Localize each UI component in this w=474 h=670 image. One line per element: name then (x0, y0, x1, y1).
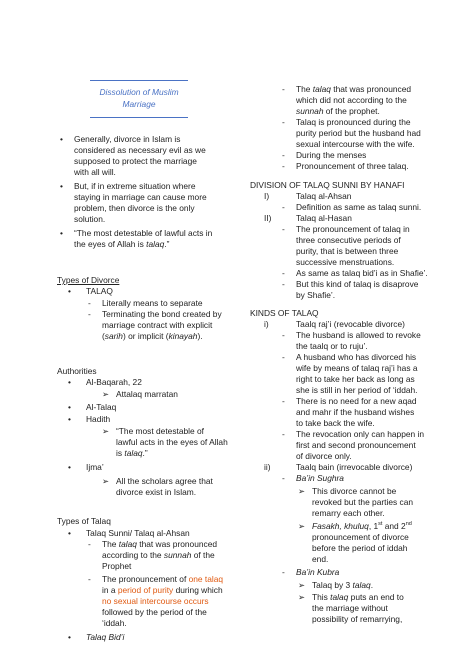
sunni-label: Talaq Sunni/ Talaq al-Ahsan (86, 528, 190, 538)
talaq-item-2-line-1: Terminating the bond created by (102, 309, 222, 319)
dash-icon: - (282, 396, 285, 406)
fasakh-line-1: Fasakh, khuluq, 1st and 2nd (312, 521, 412, 531)
kinds-i-label: Taalq raj’i (revocable divorce) (296, 319, 405, 329)
kubra-b-line-3: possibility of remarrying, (312, 614, 403, 624)
kubra-b-line-2: the marriage without (312, 603, 388, 613)
hanafi-ii-a-line-3: purity, that is between three (296, 246, 399, 256)
sunni-b-line-5: ‘iddah. (102, 618, 127, 628)
intro-2-line-1: But, if in extreme situation where (74, 181, 196, 191)
auth-attalaq: Attalaq marratan (116, 389, 178, 399)
bidi-c: During the menses (296, 150, 367, 160)
kubra-b-line-1: This talaq puts an end to (312, 592, 404, 602)
dash-icon: - (282, 330, 285, 340)
hadith-quote-line-3: is talaq.” (116, 448, 148, 458)
talaq-item-2-line-3: (sarih) or implicit (kinayah). (102, 331, 203, 341)
arrow-icon: ➢ (298, 521, 306, 531)
kinds-ii-numeral: ii) (264, 462, 271, 472)
title-line-2: Marriage (122, 99, 156, 109)
bidi-b-line-1: Talaq is pronounced during the (296, 117, 411, 127)
fasakh-line-2: pronouncement of divorce (312, 532, 409, 542)
sunni-b-line-1: The pronouncement of one talaq (102, 574, 224, 584)
authorities-heading: Authorities (57, 366, 97, 376)
dash-icon: - (88, 309, 91, 319)
kinds-i-d-line-2: first and second pronouncement (296, 440, 416, 450)
intro-2-line-2: staying in marriage can cause more (74, 192, 207, 202)
intro-2-line-4: solution. (74, 214, 106, 224)
bidi-a-line-1: The talaq that was pronounced (296, 84, 412, 94)
hanafi-ii-a-line-4: successive menstruations. (296, 257, 395, 267)
hanafi-i-numeral: I) (264, 191, 270, 201)
bidi-a-line-3: sunnah of the prophet. (296, 106, 380, 116)
intro-1-line-3: supposed to protect the marriage (74, 156, 197, 166)
kinds-i-c-line-2: and mahr if the husband wishes (296, 407, 415, 417)
kinds-i-b-line-1: A husband who has divorced his (296, 352, 417, 362)
kinds-i-d-line-1: The revocation only can happen in (296, 429, 425, 439)
kinds-i-b-line-4: she is still in her period of ‘iddah. (296, 385, 418, 395)
intro-1-line-2: considered as necessary evil as we (74, 145, 206, 155)
dash-icon: - (88, 574, 91, 584)
bidi-a-line-2: which did not according to the (296, 95, 407, 105)
bullet-icon: • (68, 402, 71, 412)
bullet-icon: • (68, 632, 71, 642)
auth-ijma: Ijma’ (86, 462, 104, 472)
dash-icon: - (282, 150, 285, 160)
dash-icon: - (282, 429, 285, 439)
kubra-a: Talaq by 3 talaq. (312, 580, 374, 590)
bullet-icon: • (68, 528, 71, 538)
arrow-icon: ➢ (102, 389, 110, 399)
hanafi-ii-a-line-2: three consecutive periods of (296, 235, 401, 245)
types-of-talaq-heading: Types of Talaq (57, 516, 111, 526)
bullet-icon: • (68, 414, 71, 424)
dash-icon: - (282, 279, 285, 289)
arrow-icon: ➢ (298, 580, 306, 590)
sunni-b-line-4: followed by the period of the (102, 607, 207, 617)
bullet-icon: • (68, 377, 71, 387)
bidi-d: Pronouncement of three talaq. (296, 161, 409, 171)
hanafi-ii-c-line-1: But this kind of talaq is disaprove (296, 279, 419, 289)
kubra-label: Ba’in Kubra (296, 567, 340, 577)
arrow-icon: ➢ (102, 426, 110, 436)
intro-1-line-4: with all will. (74, 167, 116, 177)
hanafi-ii-b: As same as talaq bid’i as in Shafie’. (296, 268, 428, 278)
kinds-i-b-line-2: wife by means of talaq raj’i has a (296, 363, 418, 373)
sunni-a-line-1: The talaq that was pronounced (102, 539, 218, 549)
hanafi-ii-label: Talaq al-Hasan (296, 213, 352, 223)
sunni-a-line-3: Prophet (102, 561, 132, 571)
ijma-quote-line-1: All the scholars agree that (116, 476, 213, 486)
bullet-icon: • (68, 286, 71, 296)
intro-2-line-3: problem, then divorce is the only (74, 203, 195, 213)
fasakh-line-3: before the period of iddah (312, 543, 408, 553)
bullet-icon: • (60, 181, 63, 191)
types-of-divorce-heading: Types of Divorce (57, 275, 120, 285)
sunni-b-line-2: in a period of purity during which (102, 585, 223, 595)
hadith-quote-line-1: “The most detestable of (116, 426, 204, 436)
sughra-a-line-2: revoked but the parties can (312, 497, 414, 507)
sughra-a-line-1: This divorce cannot be (312, 486, 397, 496)
hanafi-i-label: Talaq al-Ahsan (296, 191, 352, 201)
ijma-quote-line-2: divorce exist in Islam. (116, 487, 197, 497)
bullet-icon: • (60, 228, 63, 238)
hanafi-i-item: Definition as same as talaq sunni. (296, 202, 422, 212)
intro-3-line-1: “The most detestable of lawful acts in (74, 228, 213, 238)
title-rule-bottom (90, 117, 188, 118)
dash-icon: - (282, 161, 285, 171)
hanafi-ii-numeral: II) (264, 213, 272, 223)
talaq-label: TALAQ (86, 286, 113, 296)
kinds-i-numeral: i) (264, 319, 269, 329)
dash-icon: - (282, 268, 285, 278)
talaq-item-1: Literally means to separate (102, 298, 203, 308)
bullet-icon: • (60, 134, 63, 144)
arrow-icon: ➢ (102, 476, 110, 486)
sughra-label: Ba’in Sughra (296, 473, 344, 483)
talaq-item-2-line-2: marriage contract with explicit (102, 320, 213, 330)
dash-icon: - (282, 352, 285, 362)
kinds-heading: KINDS OF TALAQ (250, 308, 319, 318)
bidi-b-line-2: purity period but the husband had (296, 128, 421, 138)
dash-icon: - (88, 298, 91, 308)
kinds-ii-label: Taalq bain (irrevocable divorce) (296, 462, 413, 472)
kinds-i-a-line-1: The husband is allowed to revoke (296, 330, 421, 340)
auth-hadith: Hadith (86, 414, 111, 424)
kinds-i-b-line-3: right to take her back as long as (296, 374, 415, 384)
dash-icon: - (282, 84, 285, 94)
sunni-b-line-3: no sexual intercourse occurs (102, 596, 209, 606)
sughra-a-line-3: remarry each other. (312, 508, 385, 518)
arrow-icon: ➢ (298, 592, 306, 602)
auth-baqarah: Al-Baqarah, 22 (86, 377, 142, 387)
bidi-b-line-3: sexual intercourse with the wife. (296, 139, 415, 149)
arrow-icon: ➢ (298, 486, 306, 496)
title-rule-top (90, 80, 188, 81)
dash-icon: - (282, 117, 285, 127)
bidi-label: Talaq Bid’i (86, 632, 125, 642)
kinds-i-c-line-3: to take back the wife. (296, 418, 375, 428)
auth-altalaq: Al-Talaq (86, 402, 117, 412)
hanafi-heading: DIVISION OF TALAQ SUNNI BY HANAFI (250, 180, 405, 190)
dash-icon: - (282, 473, 285, 483)
hadith-quote-line-2: lawful acts in the eyes of Allah (116, 437, 228, 447)
title-line-1: Dissolution of Muslim (99, 87, 179, 97)
kinds-i-c-line-1: There is no need for a new aqad (296, 396, 417, 406)
dash-icon: - (88, 539, 91, 549)
kinds-i-a-line-2: the taalq or to ruju’. (296, 341, 368, 351)
dash-icon: - (282, 202, 285, 212)
bullet-icon: • (68, 462, 71, 472)
dash-icon: - (282, 224, 285, 234)
dash-icon: - (282, 567, 285, 577)
intro-1-line-1: Generally, divorce in Islam is (74, 134, 181, 144)
kinds-i-d-line-3: of divorce only. (296, 451, 352, 461)
fasakh-line-4: end. (312, 554, 329, 564)
intro-3-line-2: the eyes of Allah is talaq.” (74, 239, 170, 249)
hanafi-ii-a-line-1: The pronouncement of talaq in (296, 224, 410, 234)
sunni-a-line-2: according to the sunnah of the (102, 550, 215, 560)
hanafi-ii-c-line-2: by Shafie’. (296, 290, 336, 300)
